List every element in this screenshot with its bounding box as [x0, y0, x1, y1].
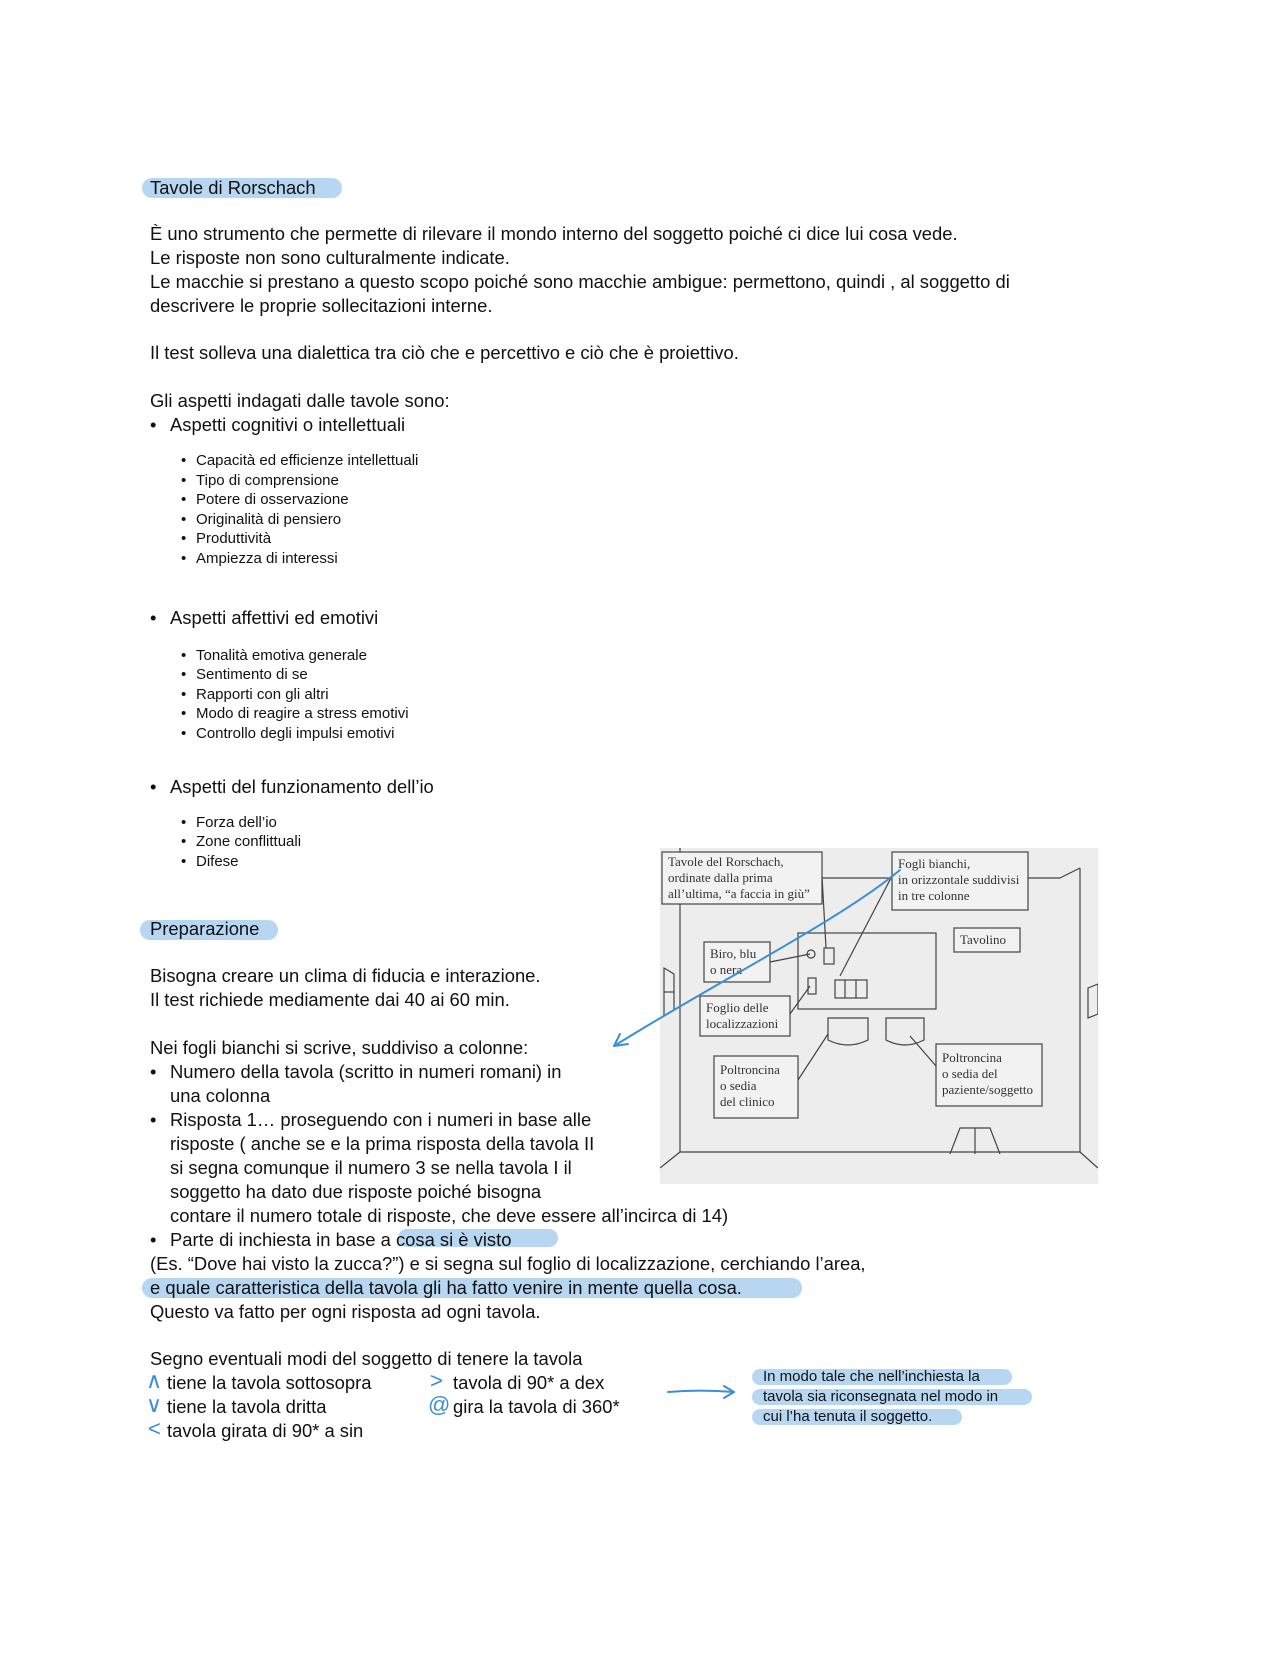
mode-text: tavola girata di 90* a sin: [167, 1420, 364, 1441]
bullet-inchiesta: • Parte di inchiesta in base a cosa si è visto: [170, 1228, 511, 1252]
upright-symbol: ∨: [146, 1392, 163, 1417]
rotate-360-symbol: @: [428, 1392, 451, 1417]
left-90-symbol: <: [148, 1416, 161, 1441]
list-item: • Zone conflittuali: [196, 832, 301, 852]
para1-line3: Le macchie si prestano a questo scopo poiché sono macchie ambigue: permettono, quindi , al soggetto di: [150, 271, 1010, 292]
prep-line2: Il test richiede mediamente dai 40 ai 60 min.: [150, 989, 510, 1010]
list-item: • Rapporti con gli altri: [196, 685, 329, 705]
bullet-risposta-cont: si segna comunque il numero 3 se nella tavola I il: [170, 1157, 572, 1178]
mode-text: tavola di 90* a dex: [453, 1372, 605, 1393]
list-item: • Controllo degli impulsi emotivi: [196, 724, 394, 744]
para1-line4: descrivere le proprie sollecitazioni interne.: [150, 295, 493, 316]
group-cognitive: • Aspetti cognitivi o intellettuali: [170, 413, 405, 437]
mode-text: gira la tavola di 360*: [453, 1396, 620, 1417]
mode-text: tiene la tavola sottosopra: [167, 1372, 372, 1393]
list-item: • Difese: [196, 852, 239, 872]
list-item: • Produttività: [196, 529, 271, 549]
label-tavolino: Tavolino: [960, 932, 1007, 947]
list-item: • Capacità ed efficienze intellettuali: [196, 451, 418, 471]
list-item: • Modo di reagire a stress emotivi: [196, 704, 409, 724]
bullet-risposta-cont: contare il numero totale di risposte, che deve essere all’incirca di 14): [170, 1205, 729, 1226]
sheet-intro: Nei fogli bianchi si scrive, suddiviso a colonne:: [150, 1037, 529, 1058]
label-poltroncina-clinico: Poltroncina o sedia del clinico: [720, 1062, 780, 1109]
group-ego: • Aspetti del funzionamento dell’io: [170, 775, 434, 799]
bullet-risposta-cont: risposte ( anche se e la prima risposta della tavola II: [170, 1133, 595, 1154]
arrow-to-sheet-icon: [614, 870, 900, 1046]
bullet-number: • Numero della tavola (scritto in numeri romani) in: [170, 1060, 561, 1084]
list-item: • Ampiezza di interessi: [196, 549, 338, 569]
list-item: • Forza dell’io: [196, 813, 277, 833]
upside-down-symbol: ∧: [146, 1368, 163, 1393]
section-title-preparazione: Preparazione: [150, 918, 260, 939]
aspects-intro: Gli aspetti indagati dalle tavole sono:: [150, 390, 450, 411]
label-fogli: Fogli bianchi, in orizzontale suddivisi in tre colonne: [898, 856, 1020, 903]
prep-line1: Bisogna creare un clima di fiducia e interazione.: [150, 965, 541, 986]
arrow-to-note-icon: [668, 1391, 734, 1393]
label-biro: Biro, blu o nera: [710, 946, 757, 977]
list-item: • Tonalità emotiva generale: [196, 646, 367, 666]
para-highlight: e quale caratteristica della tavola gli ha fatto venire in mente quella cosa.: [150, 1277, 742, 1298]
right-90-symbol: >: [430, 1368, 443, 1393]
note-line: cui l’ha tenuta il soggetto.: [763, 1408, 933, 1425]
list-item: • Tipo di comprensione: [196, 471, 339, 491]
bullet-number-cont: una colonna: [170, 1085, 271, 1106]
mode-text: tiene la tavola dritta: [167, 1396, 327, 1417]
list-item: • Potere di osservazione: [196, 490, 349, 510]
bullet-risposta-cont: soggetto ha dato due risposte poiché bisogna: [170, 1181, 542, 1202]
bullet-risposta: • Risposta 1… proseguendo con i numeri in base alle: [170, 1108, 591, 1132]
modes-intro: Segno eventuali modi del soggetto di tenere la tavola: [150, 1348, 583, 1369]
list-item: • Originalità di pensiero: [196, 510, 341, 530]
para2: Il test solleva una dialettica tra ciò che e percettivo e ciò che è proiettivo.: [150, 342, 739, 363]
para-es: (Es. “Dove hai visto la zucca?”) e si segna sul foglio di localizzazione, cerchiando l’area,: [150, 1253, 866, 1274]
note-line: In modo tale che nell’inchiesta la: [763, 1368, 980, 1385]
section-title-rorschach: Tavole di Rorschach: [150, 177, 316, 198]
list-item: • Sentimento di se: [196, 665, 308, 685]
label-foglio-loc: Foglio delle localizzazioni: [706, 1000, 779, 1031]
para-end: Questo va fatto per ogni risposta ad ogni tavola.: [150, 1301, 541, 1322]
para1-line2: Le risposte non sono culturalmente indicate.: [150, 247, 510, 268]
group-affective: • Aspetti affettivi ed emotivi: [170, 606, 378, 630]
note-line: tavola sia riconsegnata nel modo in: [763, 1388, 999, 1405]
para1-line1: È uno strumento che permette di rilevare il mondo interno del soggetto poiché ci dice lui cosa vede.: [150, 223, 958, 244]
label-poltroncina-paziente: Poltroncina o sedia del paziente/soggetto: [942, 1050, 1033, 1097]
label-tavole: Tavole del Rorschach, ordinate dalla prima all’ultima, “a faccia in giù”: [668, 854, 810, 901]
